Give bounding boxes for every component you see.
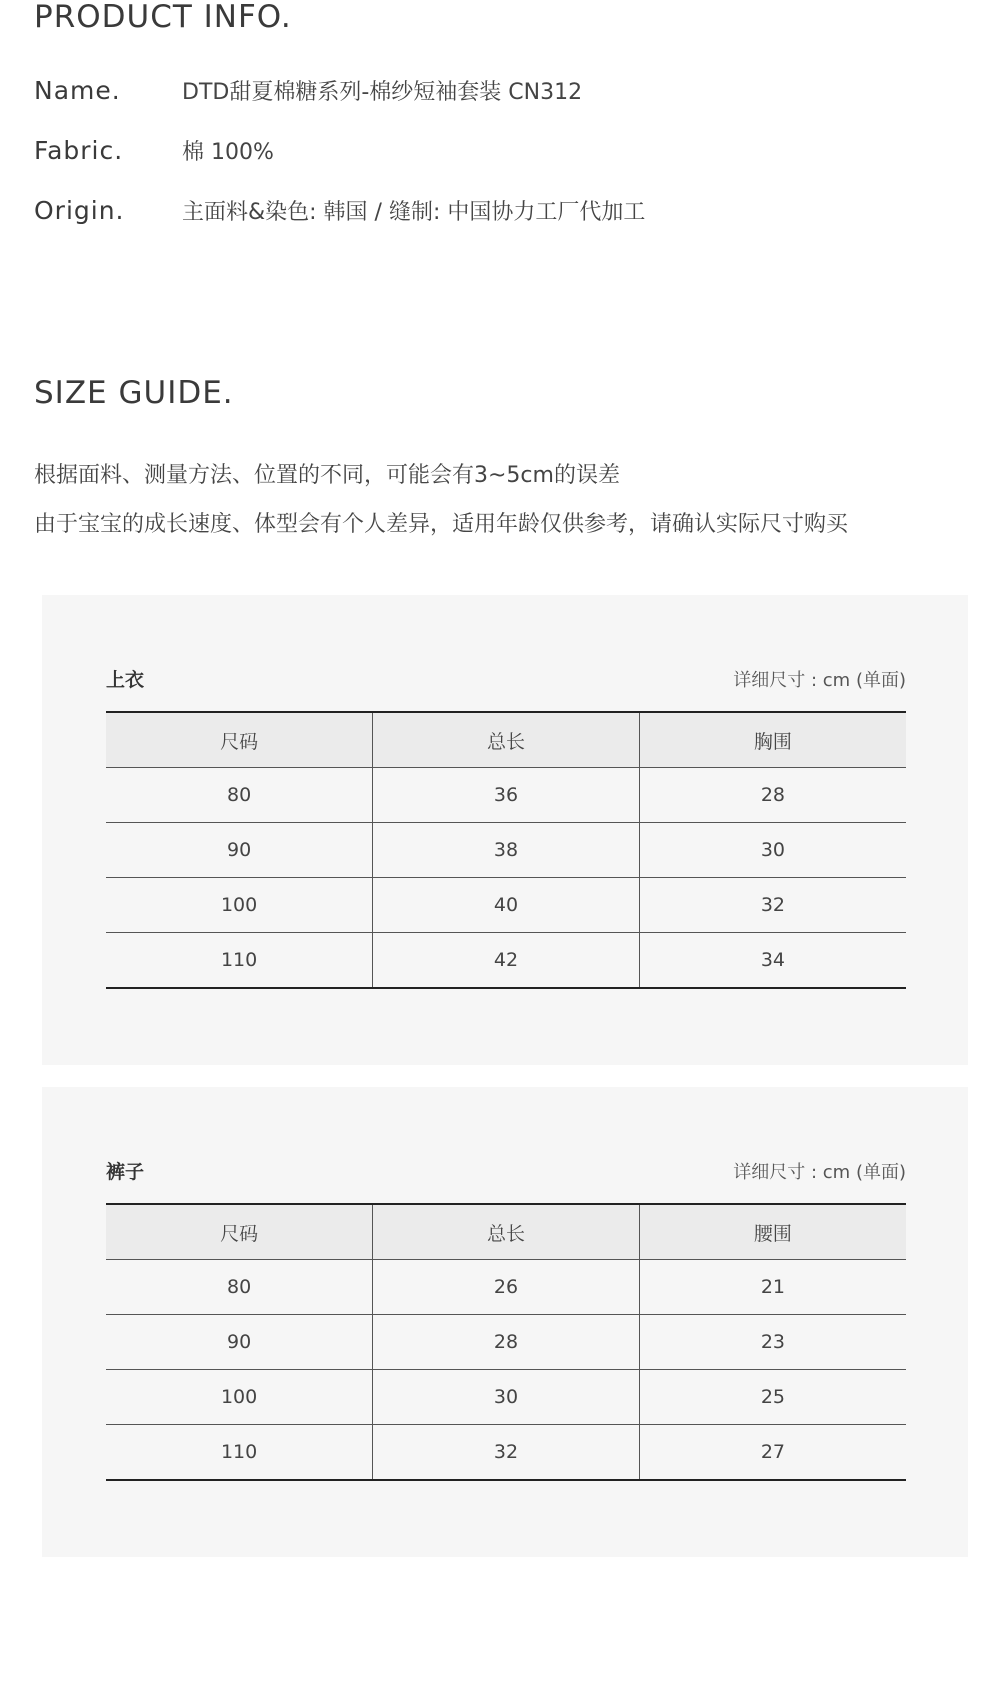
table-row bbox=[106, 823, 906, 878]
table-unit-note: 详细尺寸 : cm (单面) bbox=[733, 1161, 906, 1183]
table-unit-note: 详细尺寸 : cm (单面) bbox=[733, 669, 906, 691]
table-cell: 25 bbox=[639, 1370, 906, 1425]
table-row bbox=[106, 933, 906, 989]
info-label-fabric: Fabric. bbox=[34, 135, 124, 165]
size-panel-pants bbox=[42, 1087, 968, 1557]
table-row bbox=[106, 768, 906, 823]
table-cell: 42 bbox=[373, 933, 640, 989]
table-header-row bbox=[106, 1204, 906, 1260]
table-cell: 28 bbox=[373, 1315, 640, 1370]
table-cell: 110 bbox=[220, 1441, 258, 1463]
table-cell: 40 bbox=[373, 878, 640, 933]
info-label-name: Name. bbox=[34, 75, 121, 105]
size-panel-top-header bbox=[106, 665, 906, 692]
info-row-origin bbox=[34, 192, 645, 228]
table-cell: 30 bbox=[373, 1370, 640, 1425]
table-name: 裤子 bbox=[106, 1161, 145, 1183]
size-panel-pants-header bbox=[106, 1157, 906, 1184]
table-row bbox=[106, 1370, 906, 1425]
size-note-1: 根据面料、测量方法、位置的不同，可能会有3~5cm的误差 bbox=[34, 463, 620, 488]
table-cell: 26 bbox=[373, 1260, 640, 1315]
size-guide-title: SIZE GUIDE. bbox=[34, 375, 234, 411]
column-header: 总长 bbox=[373, 712, 640, 768]
info-row-fabric bbox=[34, 132, 274, 168]
column-header: 尺码 bbox=[106, 1204, 373, 1260]
size-table-top bbox=[106, 711, 906, 989]
size-note-2: 由于宝宝的成长速度、体型会有个人差异，适用年龄仅供参考，请确认实际尺寸购买 bbox=[34, 512, 849, 537]
info-value-origin: 主面料&染色: 韩国 / 缝制: 中国协力工厂代加工 bbox=[182, 199, 646, 225]
table-header-row bbox=[106, 712, 906, 768]
table-cell: 21 bbox=[639, 1260, 906, 1315]
table-cell: 80 bbox=[106, 768, 373, 823]
size-panel-top bbox=[42, 595, 968, 1065]
table-row bbox=[106, 1260, 906, 1315]
table-row bbox=[106, 1425, 906, 1481]
info-value-name: DTD甜夏棉糖系列-棉纱短袖套装 CN312 bbox=[182, 79, 583, 105]
info-row-name bbox=[34, 72, 582, 108]
column-header: 总长 bbox=[373, 1204, 640, 1260]
table-cell: 30 bbox=[639, 823, 906, 878]
table-cell: 100 bbox=[106, 1370, 373, 1425]
table-row bbox=[106, 1315, 906, 1370]
table-name: 上衣 bbox=[106, 669, 145, 691]
product-info-title: PRODUCT INFO. bbox=[34, 0, 292, 35]
column-header: 胸围 bbox=[639, 712, 906, 768]
table-cell: 110 bbox=[220, 949, 258, 971]
table-cell: 27 bbox=[639, 1425, 906, 1481]
info-value-fabric: 棉 100% bbox=[182, 139, 274, 165]
table-cell: 36 bbox=[373, 768, 640, 823]
table-cell: 90 bbox=[106, 1315, 373, 1370]
table-cell: 32 bbox=[639, 878, 906, 933]
table-cell: 80 bbox=[106, 1260, 373, 1315]
column-header: 尺码 bbox=[106, 712, 373, 768]
table-cell: 32 bbox=[373, 1425, 640, 1481]
column-header: 腰围 bbox=[639, 1204, 906, 1260]
table-cell: 38 bbox=[373, 823, 640, 878]
table-cell: 34 bbox=[639, 933, 906, 989]
info-label-origin: Origin. bbox=[34, 195, 125, 225]
table-row bbox=[106, 878, 906, 933]
table-cell: 23 bbox=[639, 1315, 906, 1370]
table-cell: 90 bbox=[106, 823, 373, 878]
table-cell: 100 bbox=[106, 878, 373, 933]
table-cell: 28 bbox=[639, 768, 906, 823]
size-table-pants bbox=[106, 1203, 906, 1481]
